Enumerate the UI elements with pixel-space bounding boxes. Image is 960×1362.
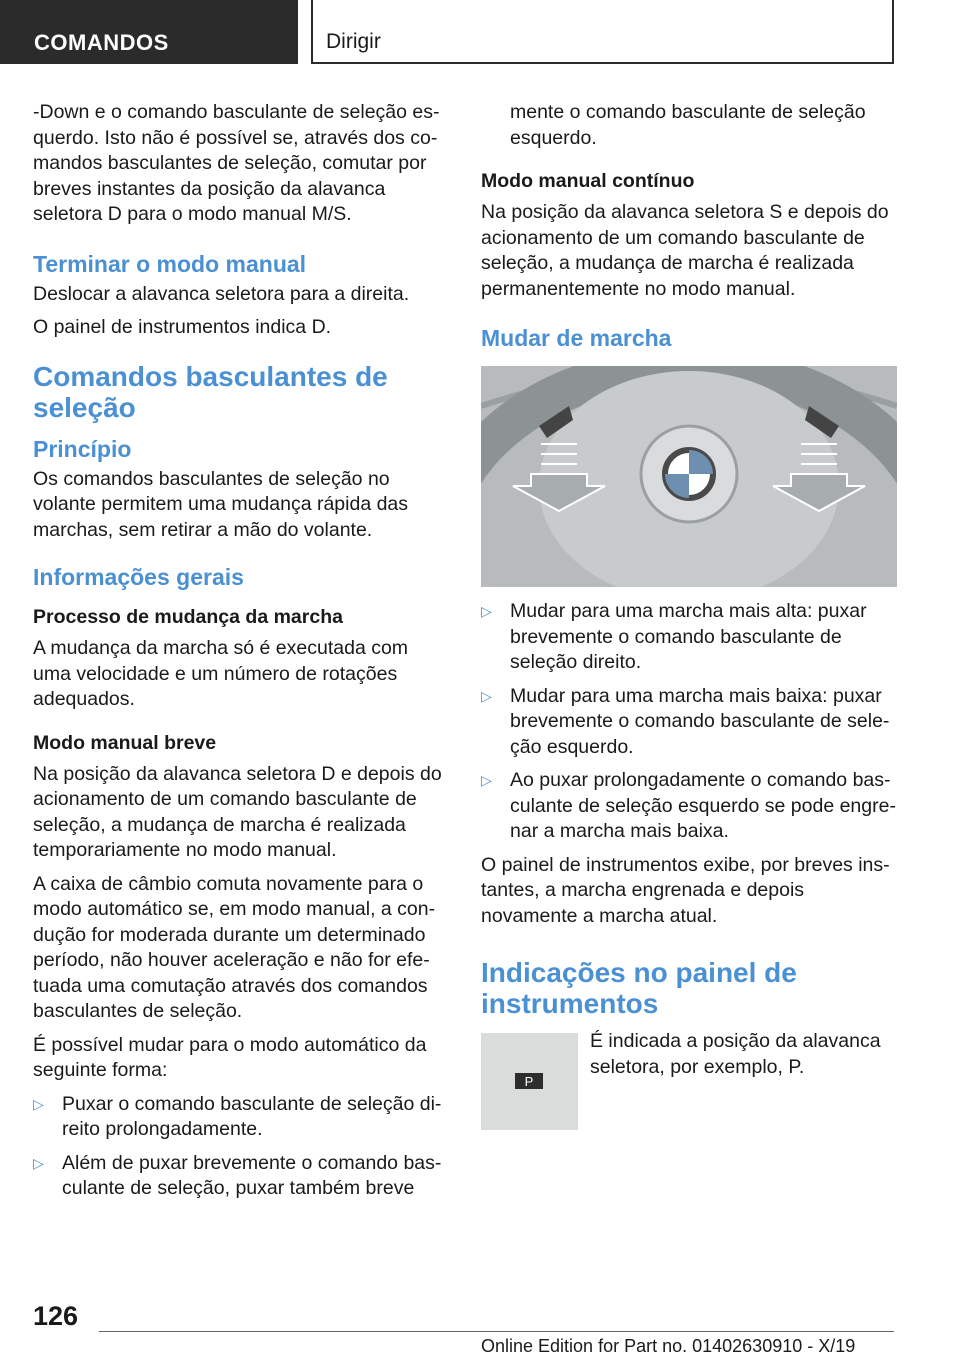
list-item: [481, 599, 897, 676]
list-item: [33, 1151, 449, 1202]
terminar-heading: Terminar o modo manual: [33, 250, 307, 277]
breve-paragraph-2: A caixa de câmbio comuta novamente para o modo automático se, em modo manual, a condução for moderada durante um determinado período, não houver aceleração e não for efetuada uma comutação através dos comandos basculantes de seleção.: [33, 872, 436, 1022]
continuo-paragraph: Na posição da alavanca seletora S e depois do acionamento de um comando basculante de seleção, a mudança de marcha é realizada permanentemente no modo manual.: [481, 201, 889, 300]
left-bullet-list: [33, 1092, 449, 1202]
indicacoes-heading: Indicações no painel de instrumentos: [481, 957, 797, 1019]
page-number: 126: [33, 1301, 79, 1331]
steering-wheel-image: [481, 366, 897, 587]
list-item-text: Além de puxar brevemente o comando basculante de seleção, puxar também breve: [62, 1151, 442, 1199]
info-heading: Informações gerais: [33, 564, 244, 590]
breve-paragraph-3: É possível mudar para o modo automático da seguinte forma:: [33, 1033, 427, 1081]
processo-heading: Processo de mudança da marcha: [33, 606, 343, 628]
chapter-box: [311, 0, 894, 64]
chapter-title: Dirigir: [326, 30, 381, 53]
principio-heading: Princípio: [33, 435, 132, 462]
triangle-bullet-icon: ▷: [481, 603, 492, 619]
breve-heading: Modo manual breve: [33, 731, 217, 754]
principio-paragraph: Os comandos basculantes de seleção no volante permitem uma mudança rápida das marchas, sem retirar a mão do volante.: [33, 467, 409, 541]
gear-indicator-image: [481, 1033, 578, 1130]
triangle-bullet-icon: ▷: [33, 1095, 44, 1112]
left-column: [33, 100, 449, 1210]
terminar-paragraph-1: Deslocar a alavanca seletora para a direita.: [33, 282, 410, 305]
footer-divider: [99, 1331, 894, 1332]
comandos-heading: Comandos basculantes de seleção: [33, 360, 388, 423]
indicator-paragraph: É indicada a posição da alavanca seletora, por exemplo, P.: [590, 1030, 881, 1078]
terminar-paragraph-2: O painel de instrumentos indica D.: [33, 316, 332, 338]
list-item: [481, 684, 897, 761]
triangle-bullet-icon: ▷: [33, 1154, 44, 1171]
right-column: [481, 100, 897, 1143]
processo-paragraph: A mudança da marcha só é executada com uma velocidade e um número de rotações adequados.: [33, 637, 409, 710]
list-item-text: Ao puxar prolongadamente o comando basculante de seleção esquerdo se pode engrenar a marcha mais baixa.: [510, 769, 896, 842]
painel-paragraph: O painel de instrumentos exibe, por breves instantes, a marcha engrenada e depois novamente a marcha atual.: [481, 853, 890, 927]
list-item: [481, 768, 897, 845]
list-item-text: Mudar para uma marcha mais baixa: puxar brevemente o comando basculante de seleção esquerdo.: [510, 684, 890, 758]
triangle-bullet-icon: ▷: [481, 687, 492, 704]
intro-paragraph: -Down e o comando basculante de seleção esquerdo. Isto não é possível se, através dos comandos basculantes de seleção, comutar por breves instantes da posição da alavanca seletora D para o modo manual M/S.: [33, 101, 440, 225]
list-item-text: Puxar o comando basculante de seleção direito prolongadamente.: [62, 1092, 442, 1140]
indicator-row: [481, 1030, 897, 1143]
section-tab: [0, 0, 298, 64]
right-bullet-list: [481, 599, 897, 845]
list-item: [33, 1092, 449, 1143]
continuation-paragraph: mente o comando basculante de seleção esquerdo.: [510, 101, 866, 149]
list-item-text: Mudar para uma marcha mais alta: puxar brevemente o comando basculante de seleção direito.: [510, 600, 867, 673]
triangle-bullet-icon: ▷: [481, 772, 492, 788]
gear-indicator-symbol: P: [524, 1074, 534, 1089]
breve-paragraph-1: Na posição da alavanca seletora D e depois do acionamento de um comando basculante de seleção, a mudança de marcha é realizada temporariamente no modo manual.: [33, 762, 442, 861]
continuo-heading: Modo manual contínuo: [481, 170, 695, 192]
footer-edition: Online Edition for Part no. 01402630910 - X/19: [481, 1336, 856, 1356]
section-title: COMANDOS: [34, 30, 169, 55]
mudar-heading: Mudar de marcha: [481, 325, 672, 351]
